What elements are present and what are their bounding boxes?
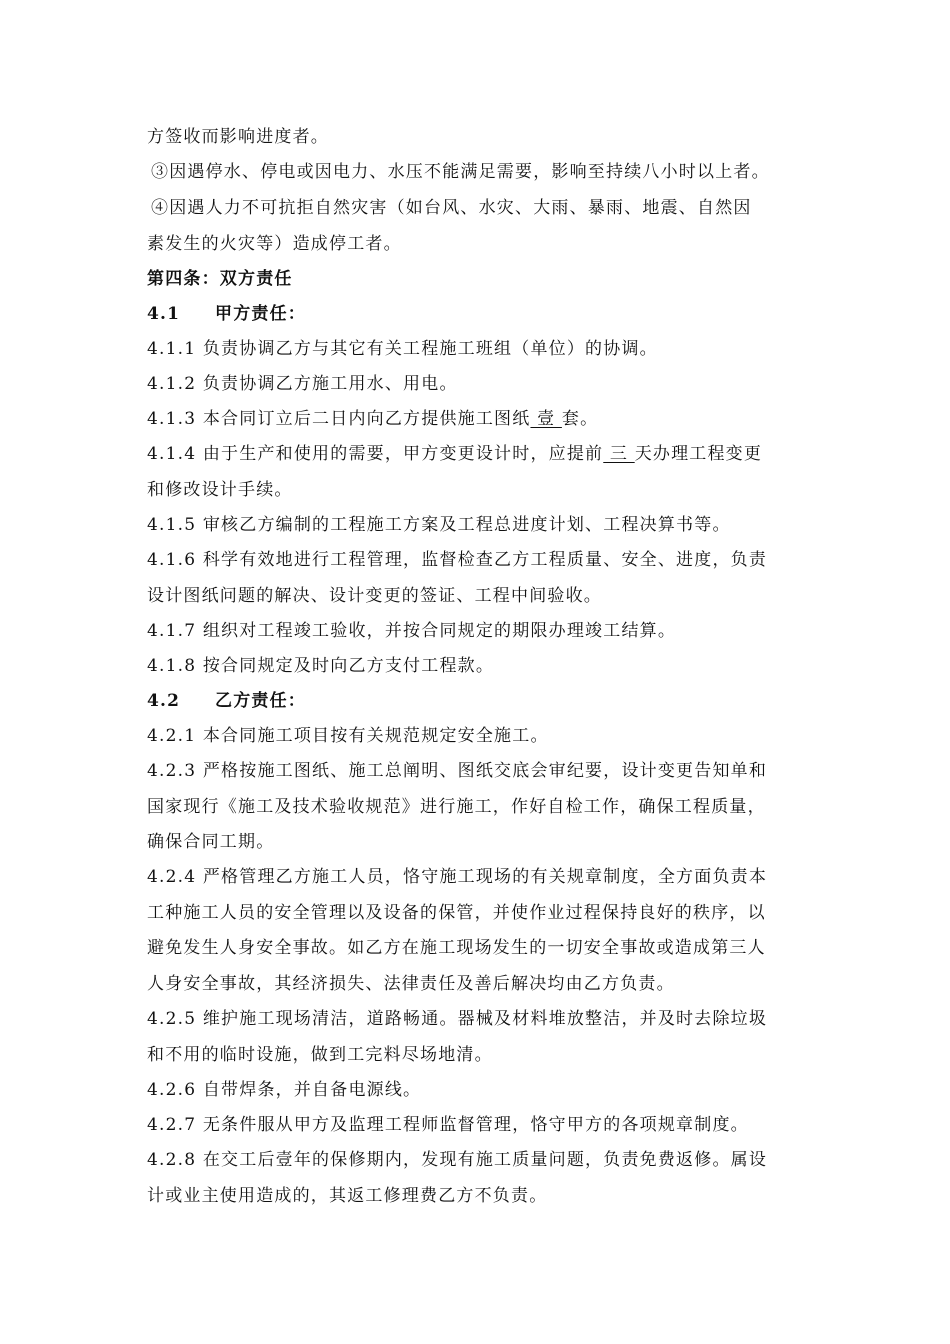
text-line: 和修改设计手续。 [147,480,293,500]
text-line: ③因遇停水、停电或因电力、水压不能满足需要，影响至持续八小时以上者。 [151,162,770,182]
text-line: 计或业主使用造成的，其返工修理费乙方不负责。 [147,1186,548,1206]
clause-text: 4.1.4 由于生产和使用的需要，甲方变更设计时，应提前 [147,444,604,464]
section-title: 乙方责任： [215,691,306,711]
clause-text: 套。 [561,409,599,429]
clause-4-2-6: 4.2.6 自带焊条，并自备电源线。 [147,1080,422,1100]
clause-4-2-8: 4.2.8 在交工后壹年的保修期内，发现有施工质量问题，负责免费返修。属设 [147,1150,768,1170]
clause-4-1-7: 4.1.7 组织对工程竣工验收，并按合同规定的期限办理竣工结算。 [147,621,677,641]
filled-blank: 壹 [530,409,562,429]
clause-4-1-6: 4.1.6 科学有效地进行工程管理，监督检查乙方工程质量、安全、进度，负责 [147,550,768,570]
clause-4-2-5: 4.2.5 维护施工现场清洁，道路畅通。器械及材料堆放整洁，并及时去除垃圾 [147,1009,768,1029]
text-line: 避免发生人身安全事故。如乙方在施工现场发生的一切安全事故或造成第三人 [147,938,766,958]
clause-4-2-7: 4.2.7 无条件服从甲方及监理工程师监督管理，恪守甲方的各项规章制度。 [147,1115,749,1135]
text-line: 确保合同工期。 [147,832,275,852]
section-4-1-heading [147,304,306,324]
clause-4-1-3 [147,409,598,429]
clause-text: 4.1.3 本合同订立后二日内向乙方提供施工图纸 [147,409,531,429]
clause-4-2-3: 4.2.3 严格按施工图纸、施工总阐明、图纸交底会审纪要，设计变更告知单和 [147,761,768,781]
text-line: 工种施工人员的安全管理以及设备的保管，并使作业过程保持良好的秩序，以 [147,903,766,923]
clause-4-1-2: 4.1.2 负责协调乙方施工用水、用电。 [147,374,458,394]
clause-4-1-4 [147,444,762,464]
text-line: 设计图纸问题的解决、设计变更的签证、工程中间验收。 [147,586,602,606]
clause-4-1-8: 4.1.8 按合同规定及时向乙方支付工程款。 [147,656,495,676]
article-4-heading: 第四条：双方责任 [147,269,293,289]
section-4-2-heading [147,691,306,711]
text-line: 国家现行《施工及技术验收规范》进行施工，作好自检工作，确保工程质量， [147,797,766,817]
clause-4-2-1: 4.2.1 本合同施工项目按有关规范规定安全施工。 [147,726,549,746]
text-line: 方签收而影响进度者。 [147,127,329,147]
clause-4-1-5: 4.1.5 审核乙方编制的工程施工方案及工程总进度计划、工程决算书等。 [147,515,731,535]
text-line: 和不用的临时设施，做到工完料尽场地清。 [147,1045,493,1065]
text-line: ④因遇人力不可抗拒自然灾害（如台风、水灾、大雨、暴雨、地震、自然因 [151,198,752,218]
clause-text: 天办理工程变更 [634,444,763,464]
section-number: 4.1 [147,304,181,324]
clause-4-2-4: 4.2.4 严格管理乙方施工人员，恪守施工现场的有关规章制度，全方面负责本 [147,867,768,887]
text-line: 人身安全事故，其经济损失、法律责任及善后解决均由乙方负责。 [147,974,675,994]
clause-4-1-1: 4.1.1 负责协调乙方与其它有关工程施工班组（单位）的协调。 [147,339,658,359]
section-title: 甲方责任： [215,304,306,324]
text-line: 素发生的火灾等）造成停工者。 [147,234,402,254]
filled-blank: 三 [603,444,635,464]
section-number: 4.2 [147,691,181,711]
